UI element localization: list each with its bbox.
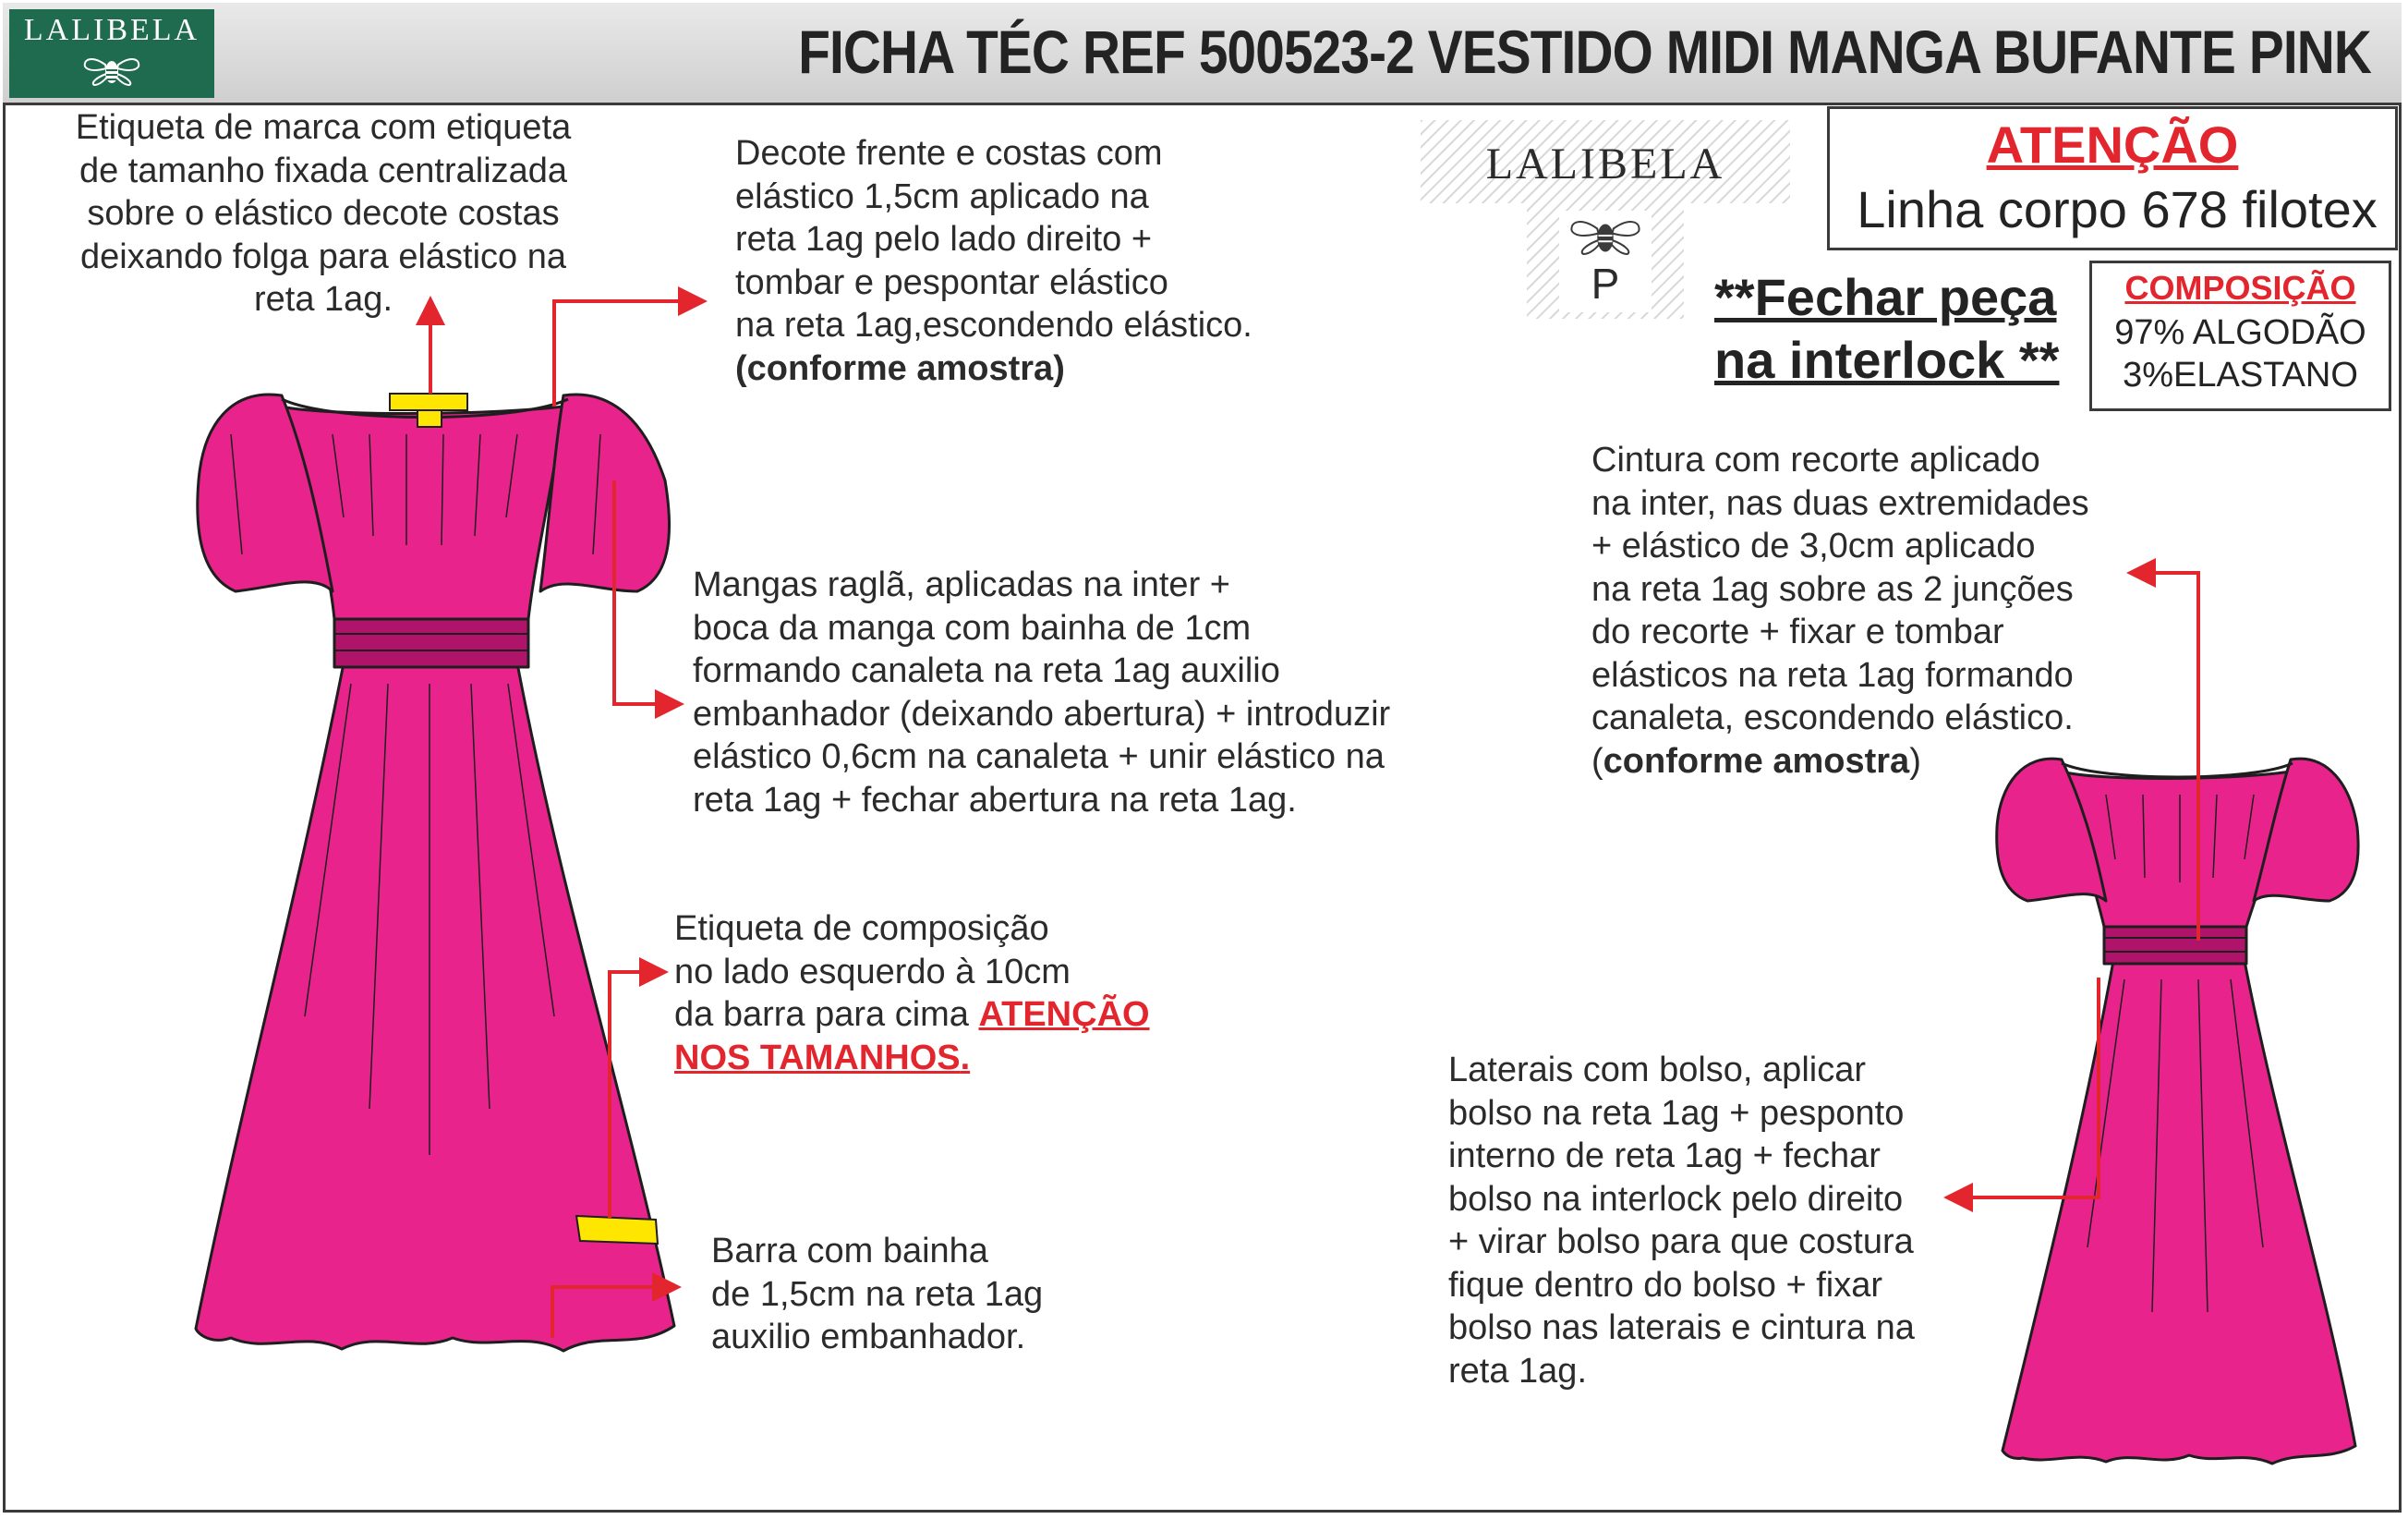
note-neckline-text: Decote frente e costas com elástico 1,5cm aplicado na reta 1ag pelo lado direito + tombar e pespontar elástico na reta 1ag,escondendo elástico. [735, 134, 1252, 345]
note-waist [1591, 439, 2183, 783]
note-waist-open: ( [1591, 741, 1603, 781]
size-letter: P [1591, 260, 1620, 308]
dress-waistband [334, 619, 528, 667]
note-composition-attention-1: ATENÇÃO [978, 995, 1150, 1034]
note-pockets: Laterais com bolso, aplicar bolso na reta 1ag + pesponto interno de reta 1ag + fechar bolso na interlock pelo direito + virar bolso para que costura fique dentro do bolso + fixar bolso nas laterais e cintura na reta 1ag. [1448, 1051, 1915, 1391]
dress-back-small [1997, 759, 2358, 1464]
composition-label-marker [576, 1216, 658, 1244]
note-sleeves: Mangas raglã, aplicadas na inter + boca da manga com bainha de 1cm formando canaleta na reta 1ag auxilio embanhador (deixando abertura) + introduzir elástico 0,6cm na canaleta + unir elástico na reta 1ag + fechar abertura na reta 1ag. [693, 565, 1391, 820]
dress-right-sleeve [540, 395, 670, 591]
note-waist-close: ) [1909, 741, 1921, 781]
attention-title: ATENÇÃO [1986, 115, 2239, 174]
attention-text: Linha corpo 678 filotex [1857, 180, 2378, 238]
composition-line-1: 97% ALGODÃO [2114, 313, 2366, 352]
dress-bodice [2062, 772, 2291, 927]
size-logo-brand: LALIBELA [1485, 140, 1725, 188]
note-brand-label: Etiqueta de marca com etiqueta de tamanho fixada centralizada sobre o elástico decote costas deixando folga para elástico na reta 1ag. [75, 108, 572, 319]
note-composition-text: Etiqueta de composição no lado esquerdo à 10cm da barra para cima [674, 909, 1071, 1034]
brand-logo-text: LALIBELA [23, 13, 200, 47]
note-composition-attention-2: NOS TAMANHOS [674, 1038, 961, 1077]
closing-line-2: na interlock ** [1714, 331, 2060, 389]
note-neckline [735, 132, 1382, 390]
closing-line-1: **Fechar peça [1714, 268, 2057, 326]
note-waist-bold: conforme amostra [1603, 741, 1910, 781]
dress-waistband [2104, 927, 2246, 964]
note-composition-label [674, 907, 1247, 1079]
note-neckline-bold: (conforme amostra) [735, 348, 1065, 388]
note-waist-text: Cintura com recorte aplicado na inter, nas duas extremidades + elástico de 3,0cm aplicado na reta 1ag sobre as 2 junções do recorte + fixar e tombar elásticos na reta 1ag formando canaleta, escondendo elástico. [1591, 441, 2089, 737]
dress-skirt [196, 663, 674, 1351]
dress-front-large [196, 395, 674, 1351]
note-hem: Barra com bainha de 1,5cm na reta 1ag auxilio embanhador. [711, 1232, 1044, 1356]
composition-title: COMPOSIÇÃO [2124, 269, 2356, 307]
note-composition-attention-dot: . [960, 1038, 971, 1077]
dress-skirt [2003, 961, 2355, 1464]
composition-line-2: 3%ELASTANO [2123, 356, 2358, 395]
dress-bodice [282, 407, 563, 619]
page-title: FICHA TÉC REF 500523-2 VESTIDO MIDI MANGA BUFANTE PINK [798, 18, 2371, 86]
